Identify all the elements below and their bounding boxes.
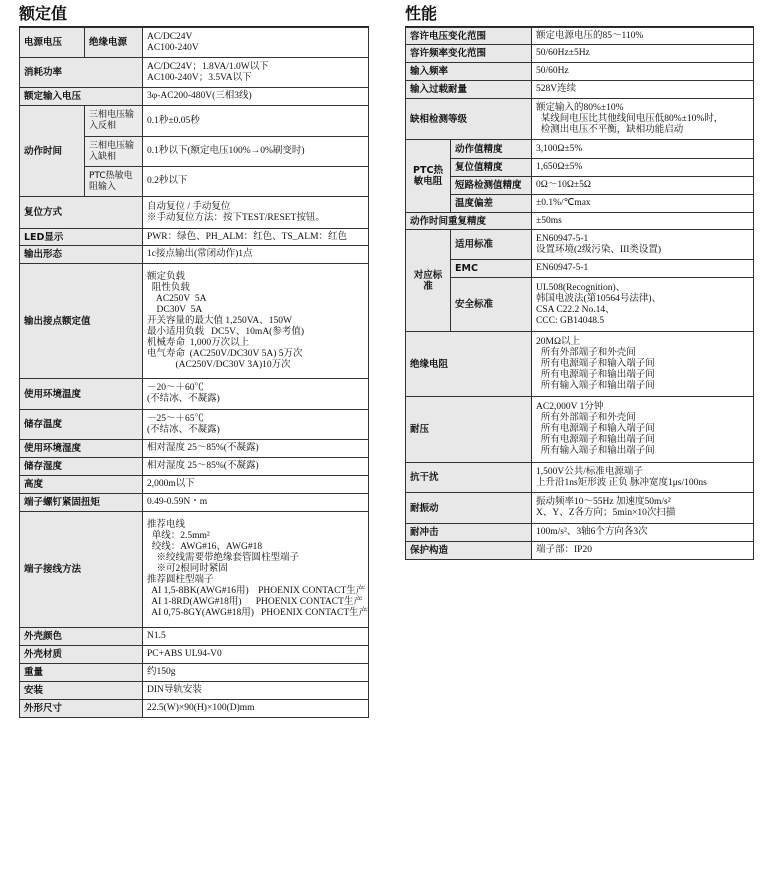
table-row (20, 458, 369, 476)
value-line: 所有输入端子和输出端子间 (536, 380, 655, 391)
value-line: ※手动复位方法：按下TEST/RESET按钮。 (147, 212, 325, 223)
row-value: 0.1秒±0.05秒 (143, 106, 369, 137)
row-value: 0.2秒以下 (143, 167, 369, 197)
row-label: 耐压 (406, 397, 532, 463)
value-line: AI 1-8RD(AWG#18用) PHOENIX CONTACT生产 (147, 597, 363, 607)
row-label: 端子螺钉紧固扭矩 (20, 494, 143, 512)
row-label: 电源电压 (20, 28, 85, 58)
row-value (532, 463, 754, 493)
row-label: 保护构造 (406, 542, 532, 560)
row-label: 储存温度 (20, 410, 143, 440)
table-row (20, 700, 369, 718)
table-row (406, 195, 754, 213)
value-line: 设置环境(2级污染、III类设置) (536, 244, 662, 255)
row-value (532, 332, 754, 397)
row-sublabel: 适用标准 (451, 230, 532, 260)
row-label: 输出形态 (20, 246, 143, 264)
value-line: AI 1,5-8BK(AWG#16用) PHOENIX CONTACT生产 (147, 586, 366, 596)
value-line: －25～＋65℃ (147, 413, 205, 424)
table-row (20, 440, 369, 458)
table-row (406, 28, 754, 45)
row-sublabel: 三相电压输入反相 (85, 106, 143, 137)
table-row (20, 512, 369, 628)
row-label: 容许频率变化范围 (406, 45, 532, 63)
table-row (406, 159, 754, 177)
value-line: 相对湿度 25～85%(不凝露) (147, 461, 259, 471)
row-sublabel: EMC (451, 260, 532, 278)
value-line: 绞线：AWG#16、AWG#18 (147, 542, 263, 552)
table-row (20, 494, 369, 512)
row-label: 缺相检测等级 (406, 99, 532, 140)
value-line: AC100-240V；3.5VA以下 (147, 72, 252, 83)
row-sublabel: 绝缘电源 (85, 28, 143, 58)
row-value (532, 45, 754, 63)
row-label: 绝缘电阻 (406, 332, 532, 397)
table-row (406, 463, 754, 493)
value-line: DIN导轨安装 (147, 685, 202, 695)
row-value (143, 440, 369, 458)
value-line: －20～＋60℃ (147, 383, 205, 393)
row-label: 安装 (20, 682, 143, 700)
table-row (406, 140, 754, 159)
row-value (143, 664, 369, 682)
table-row (20, 229, 369, 246)
row-label: 对应标准 (406, 230, 451, 332)
row-value (532, 99, 754, 140)
value-line: 单线：2.5mm² (147, 531, 210, 541)
row-value: 0.1秒以下(额定电压100%→0%刷变时) (143, 137, 369, 167)
row-value (532, 542, 754, 560)
value-line: AC/DC24V (147, 31, 193, 42)
value-line: 电气寿命 (AC250V/DC30V 5A) 5万次 (147, 348, 303, 359)
value-line: ※绞线需要带绝缘套管圆柱型端子 (147, 553, 300, 563)
ratings-table (19, 27, 369, 718)
table-row (406, 230, 754, 260)
value-line: 所有输入端子和输出端子间 (536, 446, 655, 456)
table-row (406, 524, 754, 542)
value-line: 某线间电压比其他线间电压低80%±10%时， (536, 113, 724, 124)
table-row (406, 81, 754, 99)
value-line: 振动频率10～55Hz 加速度50m/s² (536, 497, 671, 507)
row-sublabel: PTC热敏电阻输入 (85, 167, 143, 197)
ratings-title: 额定值 (19, 0, 369, 27)
row-value (532, 63, 754, 81)
row-sublabel: 动作值精度 (451, 140, 532, 159)
row-value (143, 700, 369, 718)
row-label: 储存湿度 (20, 458, 143, 476)
value-line: 阻性负载 (147, 282, 190, 293)
row-label: 动作时间重复精度 (406, 213, 532, 230)
row-label: PTC热敏电阻 (406, 140, 451, 213)
value-line: 所有电源端子和输出端子间 (536, 369, 655, 380)
row-value (143, 28, 369, 58)
value-line: N1.5 (147, 631, 166, 641)
value-line: DC30V 5A (147, 304, 203, 315)
row-value (532, 493, 754, 524)
value-line: 约150g (147, 667, 176, 677)
value-line: (AC250V/DC30V 3A)10万次 (147, 359, 291, 370)
row-label: 容许电压变化范围 (406, 28, 532, 45)
row-sublabel: 温度偏差 (451, 195, 532, 213)
value-line: 22.5(W)×90(H)×100(D)mm (147, 703, 255, 713)
ratings-section (19, 0, 369, 718)
row-value (143, 379, 369, 410)
row-label: 端子接线方法 (20, 512, 143, 628)
row-value (532, 28, 754, 45)
row-label: 重量 (20, 664, 143, 682)
value-line: (不结冰、不凝露) (147, 424, 220, 435)
row-label: 额定输入电压 (20, 88, 143, 106)
table-row (406, 177, 754, 195)
row-value (532, 397, 754, 463)
performance-table (405, 27, 754, 560)
row-value (143, 410, 369, 440)
table-row (20, 88, 369, 106)
value-line: 韩国电波法(第10564号法律)、 (536, 293, 662, 304)
table-row (20, 628, 369, 646)
row-value (532, 278, 754, 332)
row-value (143, 88, 369, 106)
row-label: 抗干扰 (406, 463, 532, 493)
value-line: 0.49-0.59N・m (147, 497, 208, 507)
table-row (20, 246, 369, 264)
table-row (406, 213, 754, 230)
row-value (532, 260, 754, 278)
row-label: 使用环境温度 (20, 379, 143, 410)
value-line: 推荐圆柱型端子 (147, 575, 214, 585)
table-row (406, 542, 754, 560)
value-line: 100m/s²、3轴6个方向各3次 (536, 527, 648, 537)
value-line: AC100-240V (147, 42, 199, 53)
value-line: ±50ms (536, 215, 562, 226)
value-line: 机械寿命 1,000万次以上 (147, 337, 250, 348)
value-line: 所有电源端子和输入端子间 (536, 424, 655, 434)
table-row (20, 197, 369, 229)
row-value (143, 197, 369, 229)
value-line: EN60947-5-1 (536, 233, 589, 244)
row-label: LED显示 (20, 229, 143, 246)
row-value (143, 476, 369, 494)
row-value: 0Ω～10Ω±5Ω (532, 177, 754, 195)
value-line: 额定输入的80%±10% (536, 102, 624, 113)
value-line: 自动复位 / 手动复位 (147, 201, 231, 212)
row-label: 输出接点额定值 (20, 264, 143, 379)
table-row (20, 58, 369, 88)
value-line: 检测出电压不平衡，缺相功能启动 (536, 124, 684, 135)
row-sublabel: 复位值精度 (451, 159, 532, 177)
row-value (143, 494, 369, 512)
value-line: 528V连续 (536, 84, 577, 94)
row-sublabel: 三相电压输入缺相 (85, 137, 143, 167)
performance-section (405, 0, 754, 560)
row-label: 复位方式 (20, 197, 143, 229)
value-line: 1c接点输出(常闭动作)1点 (147, 249, 253, 259)
table-row (406, 63, 754, 81)
row-label: 外形尺寸 (20, 700, 143, 718)
row-label: 外壳材质 (20, 646, 143, 664)
table-row (406, 45, 754, 63)
row-value (532, 524, 754, 542)
table-row (20, 410, 369, 440)
value-line: 20MΩ以上 (536, 336, 581, 347)
row-value (143, 458, 369, 476)
value-line: (不结冰、不凝露) (147, 394, 220, 404)
row-value (143, 646, 369, 664)
value-line: UL508(Recognition)、 (536, 282, 626, 293)
value-line: PC+ABS UL94-V0 (147, 649, 222, 659)
row-value (532, 230, 754, 260)
row-label: 外壳颜色 (20, 628, 143, 646)
table-row (406, 278, 754, 332)
value-line: 1,500V公共/标准电源端子 (536, 466, 643, 477)
value-line: AC2,000V 1分钟 (536, 402, 604, 412)
value-line: 相对湿度 25～85%(不凝露) (147, 443, 259, 453)
row-value (143, 58, 369, 88)
value-line: 额定负载 (147, 271, 186, 282)
value-line: 所有电源端子和输出端子间 (536, 435, 655, 445)
table-row (20, 106, 369, 137)
table-row (20, 379, 369, 410)
value-line: AC/DC24V；1.8VA/1.0W以下 (147, 61, 269, 72)
row-label: 输入频率 (406, 63, 532, 81)
value-line: 50/60Hz±5Hz (536, 48, 590, 58)
table-row (20, 646, 369, 664)
value-line: AC250V 5A (147, 293, 207, 304)
row-value (143, 246, 369, 264)
table-row (406, 397, 754, 463)
value-line: 上升沿1ns矩形波 正负 脉冲宽度1μs/100ns (536, 477, 707, 488)
value-line: EN60947-5-1 (536, 263, 589, 273)
value-line: 开关容量的最大值 1,250VA、150W (147, 315, 292, 326)
row-label: 输入过载耐量 (406, 81, 532, 99)
value-line: 所有外部端子和外壳间 (536, 413, 636, 423)
value-line: AI 0,75-8GY(AWG#18用) PHOENIX CONTACT生产 (147, 608, 369, 618)
row-value (143, 264, 369, 379)
value-line: 所有外部端子和外壳间 (536, 347, 636, 358)
row-label: 消耗功率 (20, 58, 143, 88)
row-label: 动作时间 (20, 106, 85, 197)
row-label: 耐冲击 (406, 524, 532, 542)
value-line: 2,000m以下 (147, 479, 195, 489)
value-line: 推荐电线 (147, 520, 186, 530)
row-value (532, 81, 754, 99)
row-sublabel: 短路检测值精度 (451, 177, 532, 195)
value-line: 额定电源电压的85～110% (536, 30, 644, 41)
table-row (406, 260, 754, 278)
row-label: 使用环境湿度 (20, 440, 143, 458)
value-line: 50/60Hz (536, 66, 569, 76)
value-line: X、Y、Z各方向；5min×10次扫描 (536, 508, 676, 518)
table-row (20, 264, 369, 379)
row-label: 耐振动 (406, 493, 532, 524)
value-line: CSA C22.2 No.14、 (536, 304, 615, 315)
value-line: CCC: GB14048.5 (536, 315, 605, 326)
row-value: 1,650Ω±5% (532, 159, 754, 177)
table-row (20, 664, 369, 682)
row-value (143, 682, 369, 700)
row-value: ±0.1%/℃max (532, 195, 754, 213)
table-row (406, 99, 754, 140)
row-label: 高度 (20, 476, 143, 494)
row-value (143, 229, 369, 246)
table-row (20, 682, 369, 700)
value-line: 3φ-AC200-480V(三相3线) (147, 91, 252, 101)
row-value (143, 512, 369, 628)
row-value (143, 628, 369, 646)
performance-title: 性能 (405, 0, 754, 27)
value-line: 最小适用负载 DC5V、10mA(参考值) (147, 326, 305, 337)
row-value: 3,100Ω±5% (532, 140, 754, 159)
value-line: 所有电源端子和输入端子间 (536, 358, 655, 369)
value-line: 端子部：IP20 (536, 545, 592, 555)
row-sublabel: 安全标准 (451, 278, 532, 332)
value-line: ※可2根同时紧固 (147, 564, 228, 574)
table-row (20, 476, 369, 494)
row-value (532, 213, 754, 230)
table-row (406, 493, 754, 524)
table-row (20, 28, 369, 58)
value-line: PWR：绿色、PH_ALM：红色、TS_ALM：红色 (147, 231, 348, 242)
table-row (406, 332, 754, 397)
